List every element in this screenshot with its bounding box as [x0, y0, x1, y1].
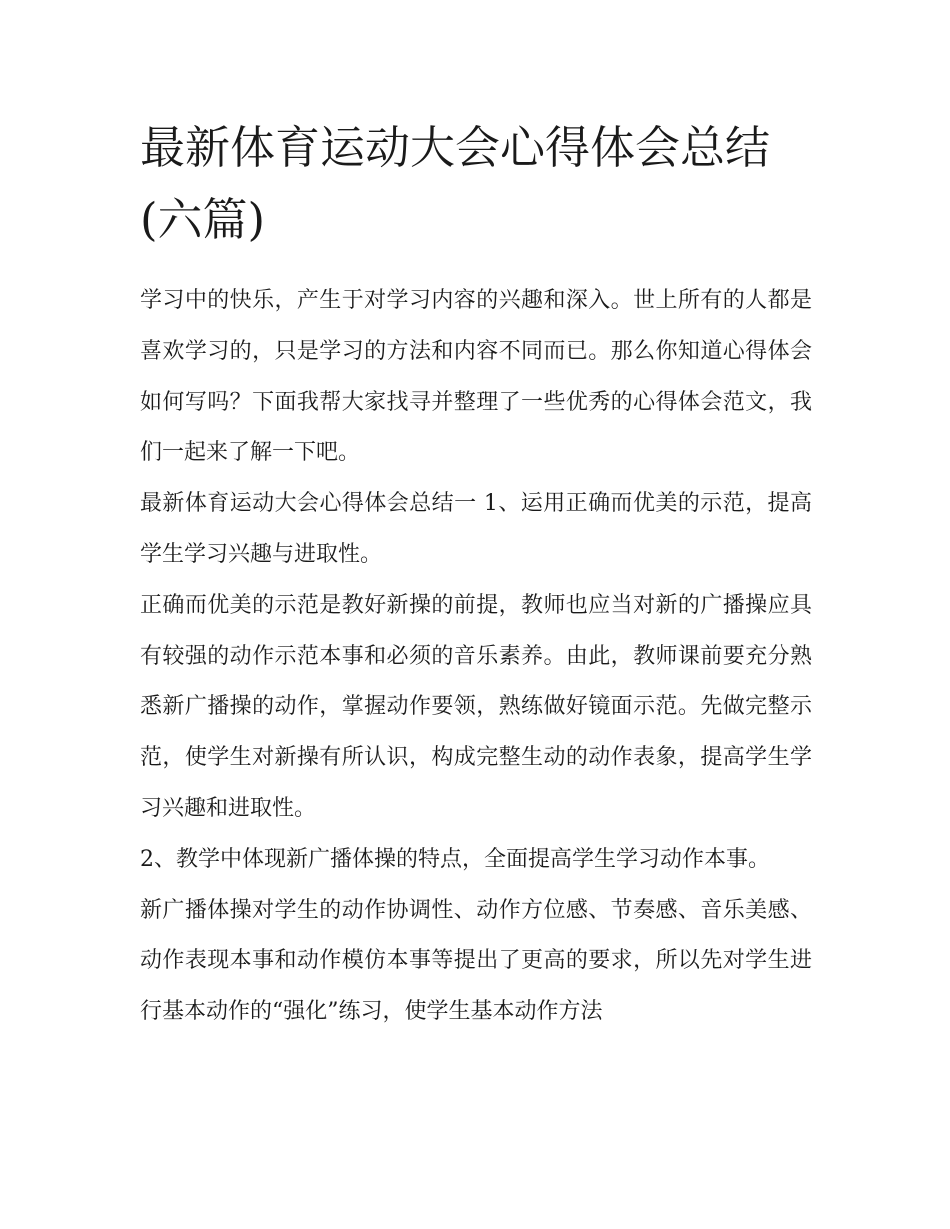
paragraph-section-one-heading: 最新体育运动大会心得体会总结一 1、运用正确而优美的示范，提高学生学习兴趣与进取性。: [140, 491, 812, 567]
paragraph-demonstration: 正确而优美的示范是教好新操的前提，教师也应当对新的广播操应具有较强的动作示范本事和必须的音乐素养。由此，教师课前要充分熟悉新广播操的动作，掌握动作要领，熟练做好镜面示范。先做完整示范，使学生对新操有所认识，构成完整生动的动作表象，提高学生学习兴趣和进取性。: [140, 592, 812, 821]
paragraph-requirements: 新广播体操对学生的动作协调性、动作方位感、节奏感、音乐美感、动作表现本事和动作模仿本事等提出了更高的要求，所以先对学生进行基本动作的“强化”练习，使学生基本动作方法: [140, 897, 812, 1025]
paragraph-point-two-heading: 2、教学中体现新广播体操的特点，全面提高学生学习动作本事。: [140, 846, 770, 872]
document-title: 最新体育运动大会心得体会总结(六篇): [140, 121, 771, 246]
document-body: [140, 276, 812, 1038]
paragraph-intro: 学习中的快乐，产生于对学习内容的兴趣和深入。世上所有的人都是喜欢学习的，只是学习的方法和内容不同而已。那么你知道心得体会如何写吗？下面我帮大家找寻并整理了一些优秀的心得体会范文，我们一起来了解一下吧。: [140, 288, 812, 466]
